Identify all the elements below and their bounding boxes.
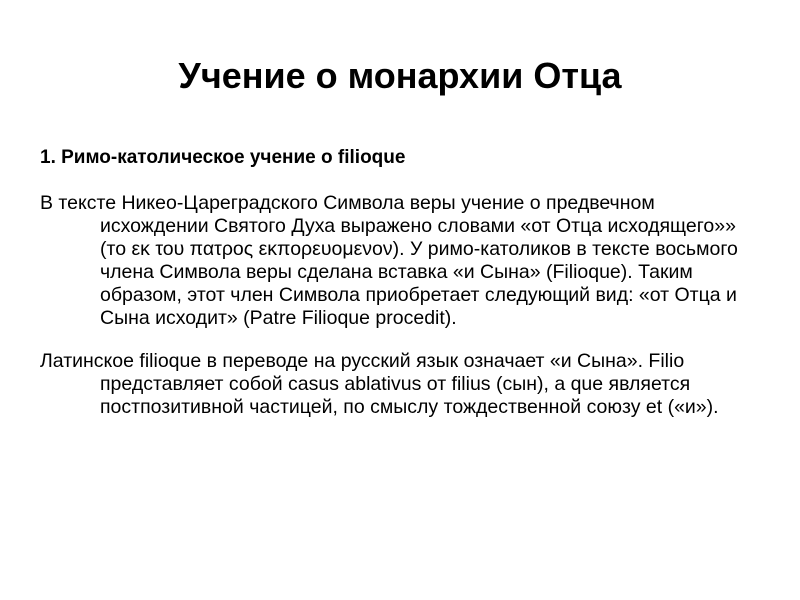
paragraph-latin-meaning: Латинское filioque в переводе на русский язык означает «и Сына». Filio представляет собой casus ablativus от filius (сын), а que является постпозитивной частицей, по смыслу тождественной союзу et («и»). <box>40 350 719 418</box>
slide-title: Учение о монархии Отца <box>178 55 622 96</box>
slide-body <box>40 146 760 419</box>
section-heading: 1. Римо-католическое учение о filioque <box>40 147 406 168</box>
paragraph-filioque-insertion: В тексте Никео-Цареградского Символа веры учение о предвечном исхождении Святого Духа выражено словами «от Отца исходящего»» (то εκ του πατρος εκπορευομενον). У римо-католиков в тексте восьмого члена Символа веры сделана вставка «и Сына» (Filioque). Таким образом, этот член Символа приобретает следующий вид: «от Отца и Сына исходит» (Patre Filioque procedit). <box>40 192 738 329</box>
